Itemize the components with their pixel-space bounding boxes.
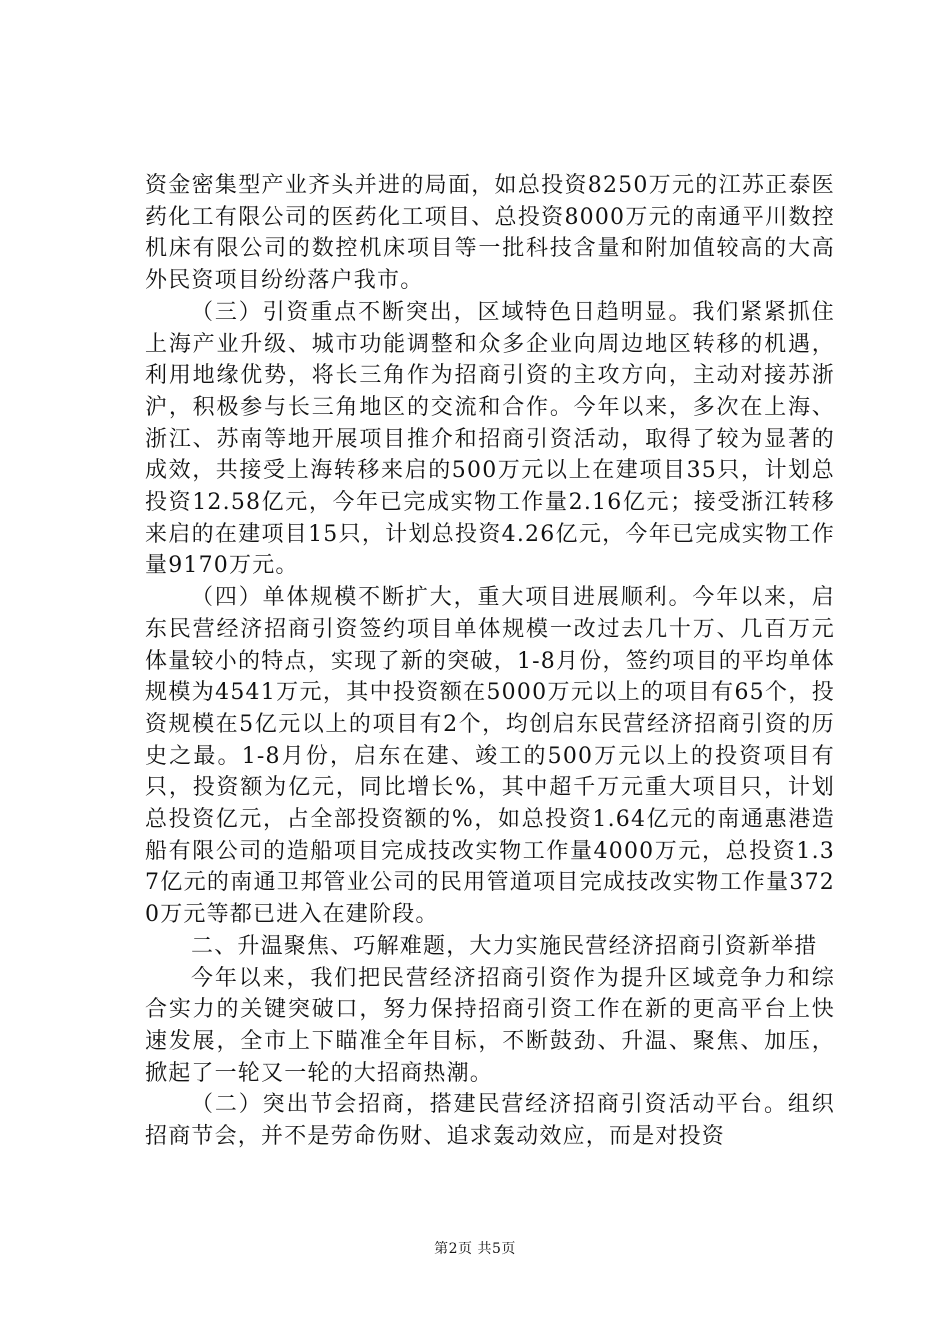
paragraph-continuation: 资金密集型产业齐头并进的局面，如总投资8250万元的江苏正泰医药化工有限公司的医药化工项目、总投资8000万元的南通平川数控机床有限公司的数控机床项目等一批科技含量和附加值较高的大高外民资项目纷纷落户我市。 [145,173,835,294]
paragraph-section-three: （三）引资重点不断突出，区域特色日趋明显。我们紧紧抓住上海产业升级、城市功能调整和众多企业向周边地区转移的机遇，利用地缘优势，将长三角作为招商引资的主攻方向，主动对接苏浙沪，积极参与长三角地区的交流和合作。今年以来，多次在上海、浙江、苏南等地开展项目推介和招商引资活动，取得了较为显著的成效，共接受上海转移来启的500万元以上在建项目35只，计划总投资12.58亿元，今年已完成实物工作量2.16亿元；接受浙江转移来启的在建项目15只，计划总投资4.26亿元，今年已完成实物工作量9170万元。 [145,299,835,579]
paragraph-subsection-two: （二）突出节会招商，搭建民营经济招商引资活动平台。组织招商节会，并不是劳命伤财、追求轰动效应，而是对投资 [145,1092,835,1150]
paragraph-section-four: （四）单体规模不断扩大，重大项目进展顺利。今年以来，启东民营经济招商引资签约项目单体规模一改过去几十万、几百万元体量较小的特点，实现了新的突破，1-8月份，签约项目的平均单体规模为4541万元，其中投资额在5000万元以上的项目有65个，投资规模在5亿元以上的项目有2个，均创启东民营经济招商引资的历史之最。1-8月份，启东在建、竣工的500万元以上的投资项目有只，投资额为亿元，同比增长%，其中超千万元重大项目只，计划总投资亿元，占全部投资额的%，如总投资1.64亿元的南通惠港造船有限公司的造船项目完成技改实物工作量4000万元，总投资1.37亿元的南通卫邦管业公司的民用管道项目完成技改实物工作量3720万元等都已进入在建阶段。 [145,585,835,928]
page-number-footer: 第2页 共5页 [434,1241,516,1257]
document-body [145,170,835,1153]
section-heading-two: 二、升温聚焦、巧解难题，大力实施民营经济招商引资新举措 [191,933,818,959]
paragraph-section-two-intro: 今年以来，我们把民营经济招商引资作为提升区域竞争力和综合实力的关键突破口，努力保持招商引资工作在新的更高平台上快速发展，全市上下瞄准全年目标，不断鼓劲、升温、聚焦、加压，掀起了一轮又一轮的大招商热潮。 [145,965,835,1086]
